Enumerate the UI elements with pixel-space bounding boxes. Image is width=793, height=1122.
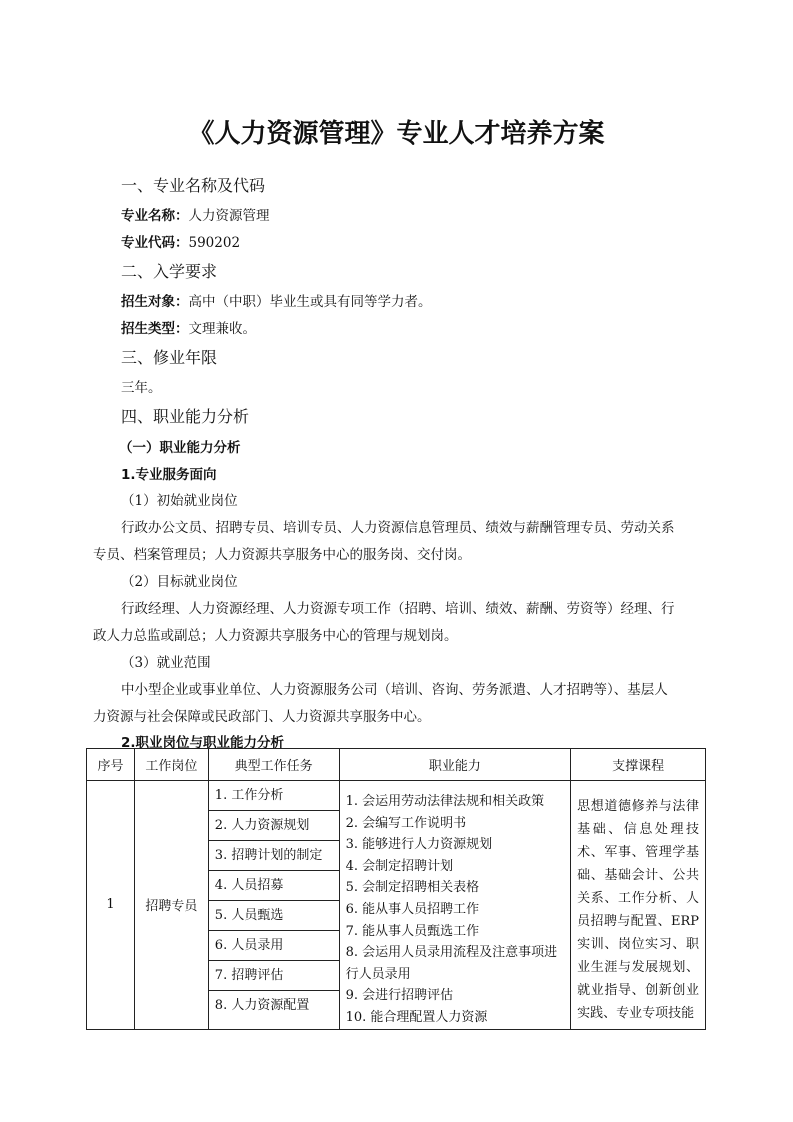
row-courses: 思想道德修养与法律基础、信息处理技术、军事、管理学基础、基础会计、公共关系、工作分析、人员招聘与配置、ERP实训、岗位实习、职业生涯与发展规划、就业指导、创新创业实践、专业专项技能	[571, 781, 706, 1030]
task-item: 6. 人员录用	[209, 931, 339, 961]
item-heading-1: 1.专业服务面向	[121, 467, 217, 483]
target-positions-line-2: 政人力总监或副总；人力资源共享服务中心的管理与规划岗。	[93, 628, 458, 644]
section-heading-4: 四、职业能力分析	[121, 407, 250, 426]
row-abilities	[339, 781, 571, 1030]
header-tasks: 典型工作任务	[208, 749, 339, 781]
ability-item: 4. 会制定招聘计划	[345, 858, 454, 874]
ability-item: 6. 能从事人员招聘工作	[345, 901, 480, 917]
major-name-value: 人力资源管理	[188, 208, 270, 224]
study-years: 三年。	[121, 380, 162, 396]
enrollment-target-label: 招生对象：	[121, 294, 189, 310]
position-ability-table	[86, 748, 706, 1030]
enrollment-type-label: 招生类型：	[121, 321, 189, 337]
ability-item: 7. 能从事人员甄选工作	[345, 923, 480, 939]
header-position: 工作岗位	[134, 749, 208, 781]
ability-item: 2. 会编写工作说明书	[345, 815, 467, 831]
task-item: 2. 人力资源规划	[209, 811, 339, 841]
section-heading-3: 三、修业年限	[121, 348, 218, 367]
target-positions-line-1: 行政经理、人力资源经理、人力资源专项工作（招聘、培训、绩效、薪酬、劳资等）经理、行	[121, 601, 675, 617]
enrollment-type-line	[121, 317, 256, 337]
major-name-line	[121, 204, 270, 224]
target-positions-heading: （2）目标就业岗位	[121, 574, 238, 590]
item-heading-2: 2.职业岗位与职业能力分析	[121, 735, 285, 751]
task-item: 1. 工作分析	[209, 781, 339, 811]
header-courses: 支撑课程	[571, 749, 706, 781]
task-item: 8. 人力资源配置	[214, 998, 310, 1013]
header-abilities: 职业能力	[339, 749, 571, 781]
task-item: 4. 人员招募	[209, 871, 339, 901]
initial-positions-line-1: 行政办公文员、招聘专员、培训专员、人力资源信息管理员、绩效与薪酬管理专员、劳动关系	[121, 520, 675, 536]
table-header-row	[87, 749, 706, 781]
employment-scope-line-2: 力资源与社会保障或民政部门、人力资源共享服务中心。	[93, 709, 431, 725]
employment-scope-heading: （3）就业范围	[121, 655, 211, 671]
row-position: 招聘专员	[134, 781, 208, 1030]
task-item: 5. 人员甄选	[209, 901, 339, 931]
task-item: 7. 招聘评估	[209, 961, 339, 991]
employment-scope-line-1: 中小型企业或事业单位、人力资源服务公司（培训、咨询、劳务派遣、人才招聘等）、基层人	[121, 682, 668, 698]
major-code-value: 590202	[188, 235, 241, 251]
section-heading-2: 二、入学要求	[121, 262, 218, 281]
row-tasks	[208, 781, 339, 1030]
ability-item: 1. 会运用劳动法律法规和相关政策	[345, 794, 545, 809]
initial-positions-line-2: 专员、档案管理员；人力资源共享服务中心的服务岗、交付岗。	[93, 547, 471, 563]
ability-item: 8. 会运用人员录用流程及注意事项进行人员录用	[345, 945, 558, 982]
initial-positions-heading: （1）初始就业岗位	[121, 493, 238, 509]
ability-item: 5. 会制定招聘相关表格	[345, 880, 480, 896]
row-no: 1	[87, 781, 135, 1030]
ability-item: 3. 能够进行人力资源规划	[345, 837, 493, 853]
document-title: 《人力资源管理》专业人才培养方案	[188, 119, 605, 149]
subsection-heading: （一）职业能力分析	[119, 440, 241, 456]
table-row	[87, 781, 706, 1030]
enrollment-target-line	[121, 290, 432, 310]
enrollment-type-value: 文理兼收。	[188, 321, 256, 337]
section-heading-1: 一、专业名称及代码	[121, 176, 266, 195]
major-name-label: 专业名称：	[121, 208, 189, 224]
major-code-line	[121, 231, 240, 251]
ability-item: 10. 能合理配置人力资源	[345, 1009, 488, 1025]
major-code-label: 专业代码：	[121, 235, 189, 251]
header-no: 序号	[87, 749, 135, 781]
task-item: 3. 招聘计划的制定	[209, 841, 339, 871]
enrollment-target-value: 高中（中职）毕业生或具有同等学力者。	[188, 294, 432, 310]
ability-item: 9. 会进行招聘评估	[345, 988, 454, 1004]
